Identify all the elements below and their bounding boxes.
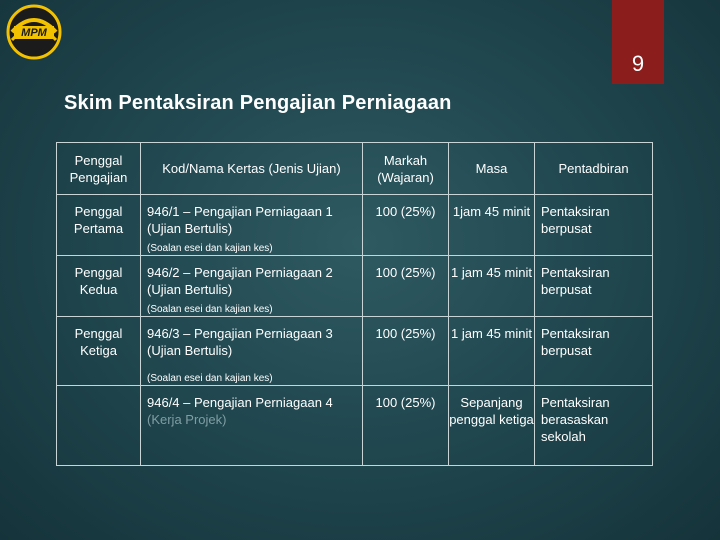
cell-penggal: Penggal Pertama [57,195,141,256]
header-markah: Markah (Wajaran) [363,143,449,195]
cell-pentadbiran: Pentaksiran berasaskan sekolah [535,386,653,466]
cell-kertas [141,386,363,466]
cell-masa: Sepanjang penggal ketiga [449,386,535,466]
logo-text: MPM [21,27,47,39]
cell-pentadbiran: Pentaksiran berpusat [535,195,653,256]
kertas-subtitle: (Kerja Projek) [147,412,227,427]
cell-markah: 100 (25%) [363,317,449,386]
cell-markah: 100 (25%) [363,195,449,256]
kertas-note: (Soalan esei dan kajian kes) [147,304,273,315]
kertas-note: (Soalan esei dan kajian kes) [147,373,273,384]
mpm-logo [0,0,70,68]
header-pentadbiran: Pentadbiran [535,143,653,195]
cell-penggal [57,386,141,466]
cell-kertas [141,195,363,256]
header-penggal: Penggal Pengajian [57,143,141,195]
table-row [57,256,653,317]
cell-masa: 1 jam 45 minit [449,317,535,386]
cell-markah: 100 (25%) [363,386,449,466]
table-row [57,386,653,466]
header-masa: Masa [449,143,535,195]
page-number: 9 [631,51,645,76]
cell-penggal: Penggal Kedua [57,256,141,317]
cell-masa: 1jam 45 minit [449,195,535,256]
kertas-title: 946/2 – Pengajian Perniagaan 2 (Ujian Bertulis) [147,265,333,297]
kertas-title: 946/3 – Pengajian Perniagaan 3 (Ujian Bertulis) [147,326,333,358]
kertas-title: 946/1 – Pengajian Perniagaan 1 (Ujian Bertulis) [147,204,333,236]
table-header-row [57,143,653,195]
cell-pentadbiran: Pentaksiran berpusat [535,317,653,386]
assessment-table [56,142,653,466]
cell-penggal: Penggal Ketiga [57,317,141,386]
slide-title: Skim Pentaksiran Pengajian Perniagaan [64,92,452,114]
cell-pentadbiran: Pentaksiran berpusat [535,256,653,317]
table-row [57,195,653,256]
table-row [57,317,653,386]
cell-kertas [141,317,363,386]
cell-markah: 100 (25%) [363,256,449,317]
cell-kertas [141,256,363,317]
kertas-title: 946/4 – Pengajian Perniagaan 4 [147,395,333,410]
cell-masa: 1 jam 45 minit [449,256,535,317]
header-kertas: Kod/Nama Kertas (Jenis Ujian) [141,143,363,195]
kertas-note: (Soalan esei dan kajian kes) [147,243,273,254]
